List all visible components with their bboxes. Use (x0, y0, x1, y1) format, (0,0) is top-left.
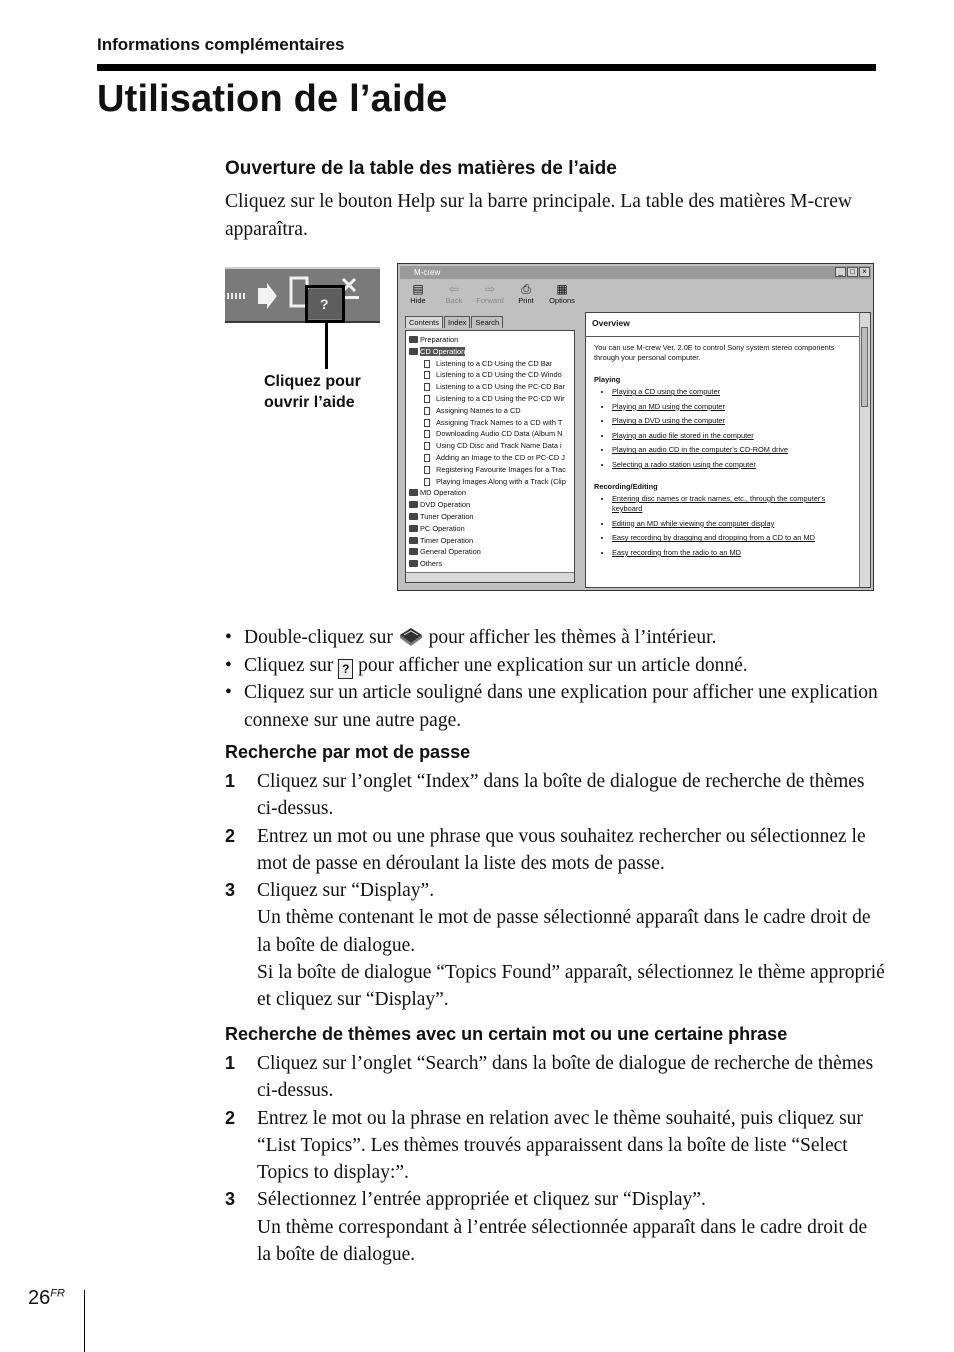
tree-item[interactable] (406, 405, 574, 417)
topic-link[interactable]: • Playing an audio file stored in the computer (612, 431, 856, 441)
topic-link[interactable]: • Playing a CD using the computer (612, 387, 856, 397)
back-label: Back (445, 296, 463, 305)
tree-item[interactable] (406, 369, 574, 381)
keyword-search-steps (225, 768, 885, 1014)
hide-button[interactable] (402, 282, 434, 310)
tree-item-label: MD Operation (420, 488, 467, 498)
book-icon (409, 525, 418, 532)
window-title: M-crew (414, 268, 441, 277)
tree-item-label: Assigning Names to a CD (436, 405, 521, 415)
contents-tree (405, 330, 575, 583)
tree-item-label: Adding an Image to the CD or PC-CD J (436, 452, 565, 462)
topic-section-title: Recording/Editing (594, 481, 658, 491)
tree-item-label: Listening to a CD Using the PC-CD Bar (436, 382, 565, 392)
close-button[interactable]: × (859, 267, 870, 277)
help-button-icon: ? (320, 296, 329, 312)
callout-label (264, 371, 361, 413)
tab-search[interactable]: Search (471, 316, 503, 328)
step-detail: Un thème correspondant à l’entrée sélectionnée apparaît dans le cadre droit de la boîte de dialogue. (257, 1216, 868, 1266)
tree-item[interactable] (406, 428, 574, 440)
back-button[interactable] (438, 282, 470, 310)
tree-item[interactable] (406, 381, 574, 393)
topic-pane (585, 312, 871, 588)
tree-item[interactable] (406, 464, 574, 476)
help-topic-icon: ? (338, 659, 353, 679)
step-number: 2 (225, 825, 236, 846)
step-detail: Un thème contenant le mot de passe sélectionné apparaît dans le cadre droit de la boîte de dialogue. (257, 907, 871, 956)
book-icon (409, 336, 418, 343)
tip-text: Cliquez sur (244, 654, 334, 676)
step-number: 2 (225, 1107, 236, 1128)
step-text: Cliquez sur l’onglet “Search” dans la boîte de dialogue de recherche de thèmes ci-dessus. (257, 1053, 874, 1102)
header-rule (97, 64, 876, 71)
topic-link[interactable]: • Playing an audio CD in the computer's CD-ROM drive (612, 445, 856, 455)
hide-icon: ▤ (412, 282, 424, 296)
topic-link-list (594, 387, 856, 470)
forward-icon: ⇨ (484, 282, 496, 296)
back-icon: ⇦ (448, 282, 460, 296)
topic-intro: You can use M-crew Ver. 2.0E to control Sony system stereo components through your personal computer. (594, 343, 835, 362)
tree-item[interactable] (406, 558, 574, 570)
topic-link[interactable]: • Easy recording from the radio to an MD (612, 548, 856, 558)
topic-link-list (594, 494, 856, 558)
step-number: 3 (225, 880, 236, 901)
tree-item-label: Registering Favourite Images for a Trac (436, 464, 566, 474)
book-icon (398, 626, 424, 646)
step-item (225, 1186, 885, 1268)
tree-item-label: Using CD Disc and Track Name Data i (436, 441, 562, 451)
page-title: Utilisation de l’aide (97, 78, 448, 120)
options-button[interactable] (546, 282, 578, 310)
forward-label: Forward (476, 296, 504, 305)
topic-link[interactable]: • Editing an MD while viewing the computer display (612, 519, 856, 529)
tree-item-label: PC Operation (420, 523, 465, 533)
minimize-button[interactable]: _ (835, 267, 846, 277)
tree-item-label: CD Operation (420, 346, 466, 356)
tip-text: pour afficher les thèmes à l’intérieur. (428, 627, 717, 648)
step-item (225, 768, 885, 823)
step-detail: Si la boîte de dialogue “Topics Found” apparaît, sélectionnez le thème approprié et cliquez sur “Display”. (257, 962, 885, 1011)
options-icon: ▦ (556, 282, 568, 296)
print-button[interactable] (510, 282, 542, 310)
tree-item[interactable] (406, 452, 574, 464)
topic-link[interactable]: • Selecting a radio station using the computer (612, 460, 856, 470)
maximize-button[interactable]: □ (847, 267, 858, 277)
tree-horizontal-scrollbar[interactable] (406, 572, 574, 582)
step-item (225, 823, 885, 878)
step-number: 3 (225, 1189, 236, 1210)
page-icon (424, 430, 430, 438)
page-icon (424, 407, 430, 415)
tree-item[interactable] (406, 440, 574, 452)
tree-item-label: Others (420, 559, 443, 569)
step-item (225, 877, 885, 1013)
tree-item-label: Tuner Operation (420, 511, 474, 521)
navigation-pane (402, 314, 580, 587)
main-bar-graphic (225, 269, 376, 321)
step-text: Cliquez sur l’onglet “Index” dans la boîte de dialogue de recherche de thèmes ci-dessus. (257, 771, 865, 820)
book-icon (409, 537, 418, 544)
contents-tree-list (406, 331, 574, 570)
page-icon (424, 371, 430, 379)
step-number: 1 (225, 771, 236, 791)
page-icon (424, 478, 430, 486)
options-label: Options (549, 296, 575, 305)
page-icon (424, 442, 430, 450)
tip-text: Double-cliquez sur (244, 627, 393, 648)
footer-rule (84, 1290, 85, 1352)
open-toc-heading: Ouverture de la table des matières de l’aide (225, 158, 617, 179)
main-bar-crop (225, 267, 380, 323)
topic-heading: Overview (586, 313, 870, 337)
step-text: Sélectionnez l’entrée appropriée et cliquez sur “Display”. (257, 1189, 706, 1211)
tree-item-label: Playing Images Along with a Track (Clip (436, 476, 566, 486)
page-number-suffix: FR (50, 1287, 65, 1300)
step-number: 1 (225, 1053, 236, 1073)
book-icon (409, 560, 418, 567)
page-icon (424, 395, 430, 403)
tree-item[interactable] (406, 487, 574, 499)
topic-link[interactable]: • Playing a DVD using the computer (612, 416, 856, 426)
phrase-search-heading: Recherche de thèmes avec un certain mot ou une certaine phrase (225, 1024, 788, 1044)
help-toolbar (402, 282, 869, 310)
page-number-value: 26 (28, 1287, 51, 1309)
open-toc-body: Cliquez sur le bouton Help sur la barre principale. La table des matières M-crew apparaîtra. (225, 191, 853, 240)
step-text: Entrez le mot ou la phrase en relation avec le thème souhaité, puis cliquez sur “List Topics”. Les thèmes trouvés apparaissent dans la boîte de liste “Select Topics to display:”. (257, 1107, 863, 1184)
step-text: Cliquez sur “Display”. (257, 880, 435, 902)
tree-item[interactable] (406, 393, 574, 405)
tree-item[interactable] (406, 535, 574, 547)
phrase-search-steps (225, 1050, 885, 1268)
tab-contents[interactable]: Contents (405, 316, 443, 328)
tips-list (225, 624, 885, 734)
list-item: • Cliquez sur ? pour afficher une explication sur un article donné. (225, 652, 885, 680)
tree-item-label: Downloading Audio CD Data (Album N (436, 429, 563, 439)
tip-text: Cliquez sur un article souligné dans une explication pour afficher une explication connexe sur une autre page. (244, 682, 878, 731)
tree-item-label: Timer Operation (420, 535, 474, 545)
arrow-icon (258, 283, 277, 309)
keyword-search-heading: Recherche par mot de passe (225, 742, 471, 762)
book-icon (409, 513, 418, 520)
topic-vertical-scrollbar[interactable] (859, 313, 870, 587)
tree-item[interactable] (406, 476, 574, 488)
topic-section-title: Playing (594, 375, 621, 384)
page-icon (424, 454, 430, 462)
tree-item-label: General Operation (420, 547, 481, 557)
page-icon (424, 360, 430, 368)
tree-item[interactable] (406, 499, 574, 511)
topic-link[interactable]: • Entering disc names or track names, etc., through the computer's keyboard (612, 494, 856, 514)
page-icon (424, 419, 430, 427)
tree-item[interactable] (406, 334, 574, 346)
tree-item[interactable] (406, 417, 574, 429)
list-item: • Double-cliquez sur pour afficher les thèmes à l’intérieur. (225, 627, 717, 648)
tree-item[interactable] (406, 511, 574, 523)
tip-text: pour afficher une explication sur un article donné. (358, 654, 748, 676)
tab-index[interactable]: Index (444, 316, 470, 328)
help-button-highlight (305, 285, 345, 323)
book-icon (409, 548, 418, 555)
tree-item-label: Preparation (420, 335, 459, 344)
callout-label-line: Cliquez pour (264, 373, 361, 390)
book-icon (409, 501, 418, 508)
tree-item[interactable] (406, 346, 574, 358)
step-item (225, 1105, 885, 1187)
book-icon (409, 489, 418, 496)
page-number (28, 1287, 65, 1310)
section-header: Informations complémentaires (97, 35, 345, 54)
help-window (397, 263, 874, 591)
page-icon (424, 466, 430, 474)
callout-label-line: ouvrir l’aide (264, 394, 355, 411)
topic-link[interactable]: • Playing an MD using the computer (612, 402, 856, 412)
topic-body (586, 337, 870, 558)
print-icon: ⎙ (521, 282, 531, 296)
list-item: • Cliquez sur un article souligné dans une explication pour afficher une explication connexe sur une autre page. (225, 682, 878, 731)
tree-item-label: Assigning Track Names to a CD with T (436, 417, 563, 427)
print-label: Print (518, 296, 534, 305)
window-title-bar (400, 266, 871, 279)
forward-button[interactable] (474, 282, 506, 310)
callout-line (325, 323, 328, 369)
topic-link[interactable]: • Easy recording by dragging and dropping from a CD to an MD (612, 533, 856, 543)
book-icon (409, 348, 418, 355)
page-icon (424, 383, 430, 391)
tree-item[interactable] (406, 358, 574, 370)
tree-item-label: Listening to a CD Using the CD Bar (436, 358, 553, 368)
hide-label: Hide (410, 296, 426, 305)
step-text: Entrez un mot ou une phrase que vous souhaitez rechercher ou sélectionnez le mot de passe en déroulant la liste des mots de passe. (257, 825, 866, 874)
tree-item[interactable] (406, 546, 574, 558)
tree-item[interactable] (406, 523, 574, 535)
tree-item-label: DVD Operation (420, 500, 471, 510)
step-item (225, 1050, 885, 1105)
tree-item-label: Listening to a CD Using the PC-CD Wir (436, 393, 565, 403)
tree-item-label: Listening to a CD Using the CD Windo (436, 370, 562, 380)
scrollbar-thumb[interactable] (861, 327, 868, 407)
